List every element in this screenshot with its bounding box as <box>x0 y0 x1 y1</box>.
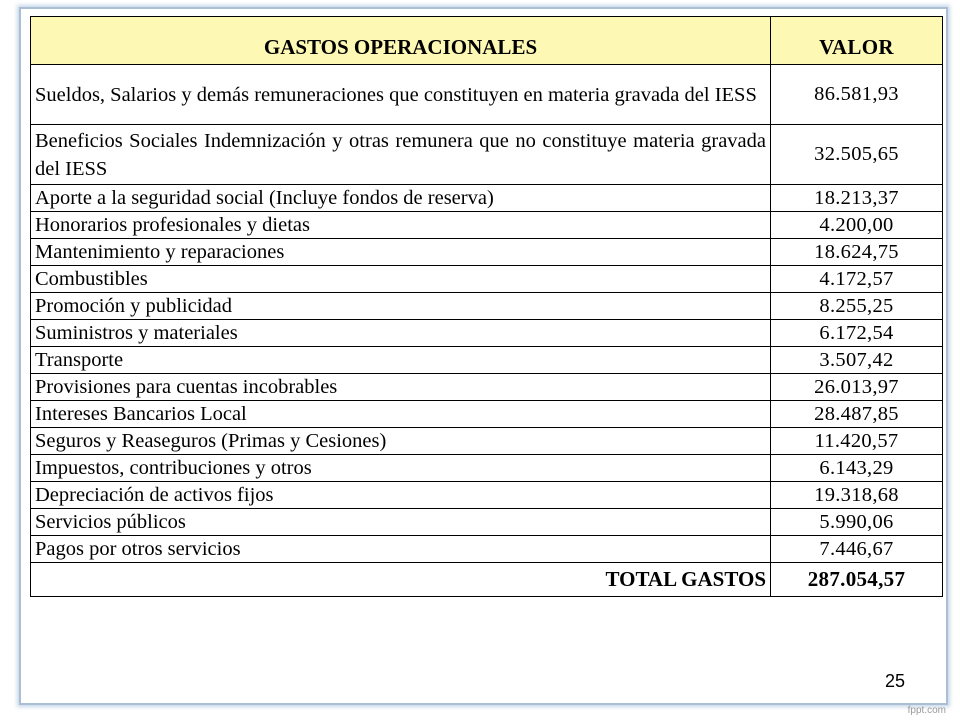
table-row <box>31 374 943 401</box>
header-value: VALOR <box>771 17 943 65</box>
row-value: 86.581,93 <box>771 65 943 125</box>
table-row <box>31 536 943 563</box>
row-concept: Sueldos, Salarios y demás remuneraciones que constituyen en materia gravada del IESS <box>31 65 771 125</box>
row-concept: Combustibles <box>31 266 771 293</box>
row-value: 6.143,29 <box>771 455 943 482</box>
table-header-row <box>31 17 943 65</box>
table-row <box>31 482 943 509</box>
total-value: 287.054,57 <box>771 563 943 597</box>
row-value: 6.172,54 <box>771 320 943 347</box>
table-row <box>31 455 943 482</box>
row-concept: Impuestos, contribuciones y otros <box>31 455 771 482</box>
row-concept: Suministros y materiales <box>31 320 771 347</box>
slide-number: 25 <box>885 671 906 691</box>
row-value: 19.318,68 <box>771 482 943 509</box>
table-row <box>31 212 943 239</box>
row-concept: Mantenimiento y reparaciones <box>31 239 771 266</box>
row-concept: Depreciación de activos fijos <box>31 482 771 509</box>
row-concept: Seguros y Reaseguros (Primas y Cesiones) <box>31 428 771 455</box>
row-concept: Beneficios Sociales Indemnización y otras remunera que no constituye materia gravada del IESS <box>31 125 771 185</box>
table-row <box>31 509 943 536</box>
row-concept: Servicios públicos <box>31 509 771 536</box>
watermark-text: fppt.com <box>907 705 946 716</box>
row-value: 5.990,06 <box>771 509 943 536</box>
row-value: 28.487,85 <box>771 401 943 428</box>
row-value: 26.013,97 <box>771 374 943 401</box>
table-row <box>31 401 943 428</box>
table-row <box>31 266 943 293</box>
row-value: 11.420,57 <box>771 428 943 455</box>
row-concept: Aporte a la seguridad social (Incluye fondos de reserva) <box>31 185 771 212</box>
row-concept: Provisiones para cuentas incobrables <box>31 374 771 401</box>
total-label: TOTAL GASTOS <box>31 563 771 597</box>
row-concept: Promoción y publicidad <box>31 293 771 320</box>
row-value: 4.200,00 <box>771 212 943 239</box>
table-row <box>31 239 943 266</box>
row-concept: Pagos por otros servicios <box>31 536 771 563</box>
row-value: 18.213,37 <box>771 185 943 212</box>
table-row <box>31 320 943 347</box>
row-value: 7.446,67 <box>771 536 943 563</box>
row-concept: Intereses Bancarios Local <box>31 401 771 428</box>
row-value: 4.172,57 <box>771 266 943 293</box>
row-value: 8.255,25 <box>771 293 943 320</box>
row-concept: Honorarios profesionales y dietas <box>31 212 771 239</box>
table-row <box>31 428 943 455</box>
row-value: 18.624,75 <box>771 239 943 266</box>
table-row <box>31 347 943 374</box>
row-concept: Transporte <box>31 347 771 374</box>
table-row <box>31 293 943 320</box>
row-value: 3.507,42 <box>771 347 943 374</box>
table-row <box>31 65 943 125</box>
row-value: 32.505,65 <box>771 125 943 185</box>
operating-expenses-table <box>30 16 943 597</box>
table-row <box>31 125 943 185</box>
header-concept: GASTOS OPERACIONALES <box>31 17 771 65</box>
total-row <box>31 563 943 597</box>
table-row <box>31 185 943 212</box>
